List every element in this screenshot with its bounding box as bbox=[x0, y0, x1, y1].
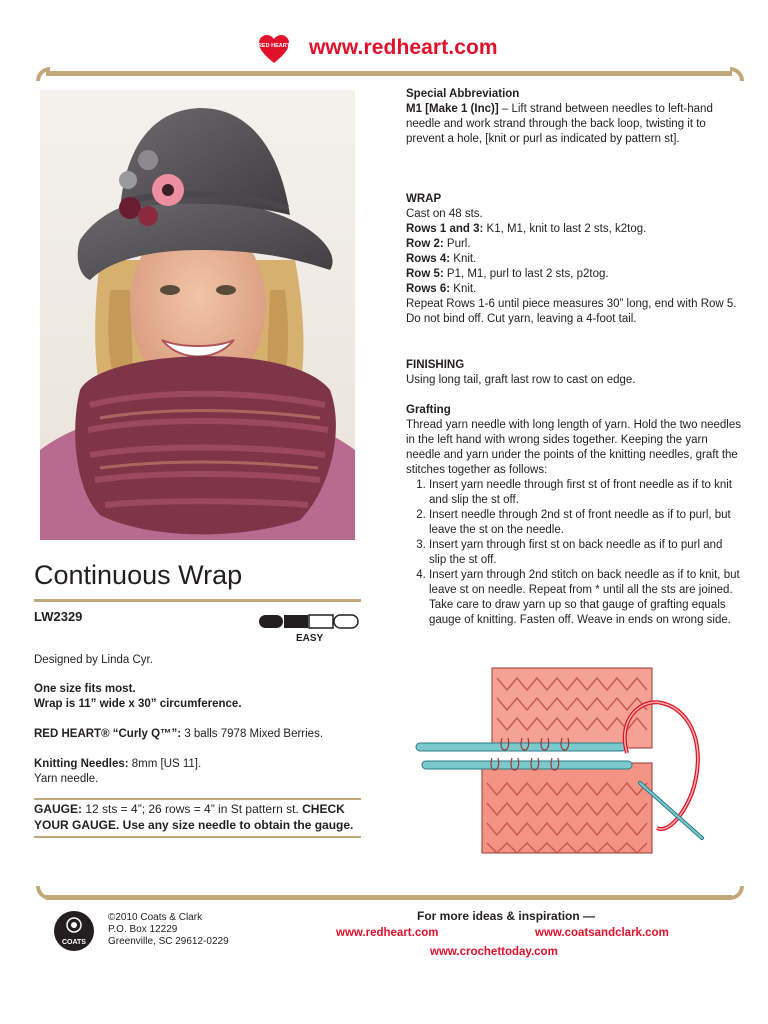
row-line bbox=[406, 222, 741, 237]
row-label: Rows 1 and 3: bbox=[406, 223, 484, 235]
header-url-link[interactable]: www.redheart.com bbox=[309, 36, 498, 59]
more-ideas-text: For more ideas & inspiration — bbox=[417, 909, 596, 923]
abbreviation-section bbox=[406, 87, 741, 147]
coats-logo-text: COATS bbox=[62, 939, 86, 946]
cast-on: Cast on 48 sts. bbox=[406, 208, 483, 220]
yarn-value: 3 balls 7978 Mixed Berries. bbox=[181, 728, 324, 740]
header-rule-cap-right bbox=[730, 67, 744, 81]
list-item: 2. Insert needle through 2nd st of front needle as if to purl, but leave the st on the needle. bbox=[429, 508, 741, 538]
gauge-check: CHECK YOUR GAUGE. Use any size needle to obtain the gauge. bbox=[34, 802, 354, 832]
city: Greenville, SC 29612-0229 bbox=[108, 936, 229, 947]
size-line-2: Wrap is 11” wide x 30” circumference. bbox=[34, 698, 242, 710]
row-label: Row 5: bbox=[406, 268, 444, 280]
title-rule bbox=[34, 599, 361, 602]
no-bind-text: Do not bind off. Cut yarn, leaving a 4-foot tail. bbox=[406, 313, 637, 325]
footer-link-crochettoday[interactable]: www.crochettoday.com bbox=[430, 946, 558, 958]
needles-label: Knitting Needles: bbox=[34, 758, 129, 770]
needles-value: 8mm [US 11]. bbox=[128, 758, 202, 770]
wrap-heading: WRAP bbox=[406, 193, 442, 205]
gauge-value: 12 sts = 4”; 26 rows = 4” in St pattern st. bbox=[82, 802, 303, 816]
gauge-label: GAUGE: bbox=[34, 802, 82, 816]
header-rule-cap-left bbox=[36, 67, 50, 81]
grafting-diagram bbox=[412, 658, 724, 858]
needles-info bbox=[34, 757, 364, 787]
finishing-text: Using long tail, graft last row to cast on edge. bbox=[406, 374, 636, 386]
address-block bbox=[108, 912, 229, 948]
pattern-code: LW2329 bbox=[34, 609, 83, 624]
abbrev-text: – Lift strand between needles to left-hand needle and work strand through the back loop, twisting it to prevent a hole, [knit or purl as indicated by pattern st]. bbox=[406, 103, 713, 145]
footer-rule bbox=[46, 895, 732, 900]
skill-level-icon bbox=[258, 613, 362, 631]
list-item: 3. Insert yarn through first st on back needle as if to purl and slip the st off. bbox=[429, 538, 741, 568]
red-heart-logo bbox=[258, 33, 290, 65]
row-line bbox=[406, 282, 741, 297]
finishing-section bbox=[406, 358, 741, 388]
list-item: 1. Insert yarn needle through first st of front needle as if to knit and slip the st off. bbox=[429, 478, 741, 508]
row-text: Purl. bbox=[443, 238, 471, 250]
grafting-heading: Grafting bbox=[406, 404, 451, 416]
row-label: Rows 6: bbox=[406, 283, 451, 295]
finishing-heading: FINISHING bbox=[406, 359, 465, 371]
size-line-1: One size fits most. bbox=[34, 683, 136, 695]
gauge-rule-top bbox=[34, 798, 361, 800]
po-box: P.O. Box 12229 bbox=[108, 924, 178, 935]
footer-rule-cap-right bbox=[730, 886, 744, 900]
row-text: K1, M1, knit to last 2 sts, k2tog. bbox=[483, 223, 647, 235]
grafting-steps bbox=[406, 478, 741, 628]
pattern-title: Continuous Wrap bbox=[34, 560, 243, 590]
coats-logo bbox=[53, 910, 95, 952]
row-line bbox=[406, 252, 741, 267]
model-photo bbox=[40, 90, 355, 540]
row-text: Knit. bbox=[450, 283, 477, 295]
abbrev-heading: Special Abbreviation bbox=[406, 88, 520, 100]
repeat-text: Repeat Rows 1-6 until piece measures 30” long, end with Row 5. bbox=[406, 298, 737, 310]
wrap-section bbox=[406, 192, 741, 327]
row-line bbox=[406, 267, 741, 282]
skill-level-label: EASY bbox=[296, 633, 324, 644]
gauge-rule-bottom bbox=[34, 836, 361, 838]
list-item: 4. Insert yarn through 2nd stitch on back needle as if to knit, but leave st on needle. Repeat from * until all the sts are joined. Take care to draw yarn up so that gauge of grafting equals gauge of knitting. Fasten off. Weave in ends on wrong side. bbox=[429, 568, 741, 628]
row-label: Rows 4: bbox=[406, 253, 451, 265]
abbrev-term: M1 [Make 1 (Inc)] bbox=[406, 103, 499, 115]
logo-text: RED HEART bbox=[258, 43, 290, 49]
row-text: Knit. bbox=[450, 253, 477, 265]
footer-link-coatsandclark[interactable]: www.coatsandclark.com bbox=[535, 927, 669, 939]
row-line bbox=[406, 237, 741, 252]
designer: Designed by Linda Cyr. bbox=[34, 654, 153, 666]
footer-link-redheart[interactable]: www.redheart.com bbox=[336, 927, 439, 939]
grafting-section bbox=[406, 403, 741, 628]
row-text: P1, M1, purl to last 2 sts, p2tog. bbox=[443, 268, 609, 280]
size-info bbox=[34, 682, 364, 712]
yarn-needle: Yarn needle. bbox=[34, 773, 99, 785]
yarn-label: RED HEART® “Curly Q™”: bbox=[34, 728, 182, 740]
copyright: ©2010 Coats & Clark bbox=[108, 912, 203, 923]
header-rule bbox=[46, 71, 732, 76]
row-label: Row 2: bbox=[406, 238, 444, 250]
yarn-info bbox=[34, 727, 364, 742]
footer-rule-cap-left bbox=[36, 886, 50, 900]
grafting-intro: Thread yarn needle with long length of yarn. Hold the two needles in the left hand with wrong sides together. Keeping the yarn needle and yarn under the points of the knitting needles, graft the stitches together as follows: bbox=[406, 419, 741, 476]
gauge-info bbox=[34, 801, 364, 833]
